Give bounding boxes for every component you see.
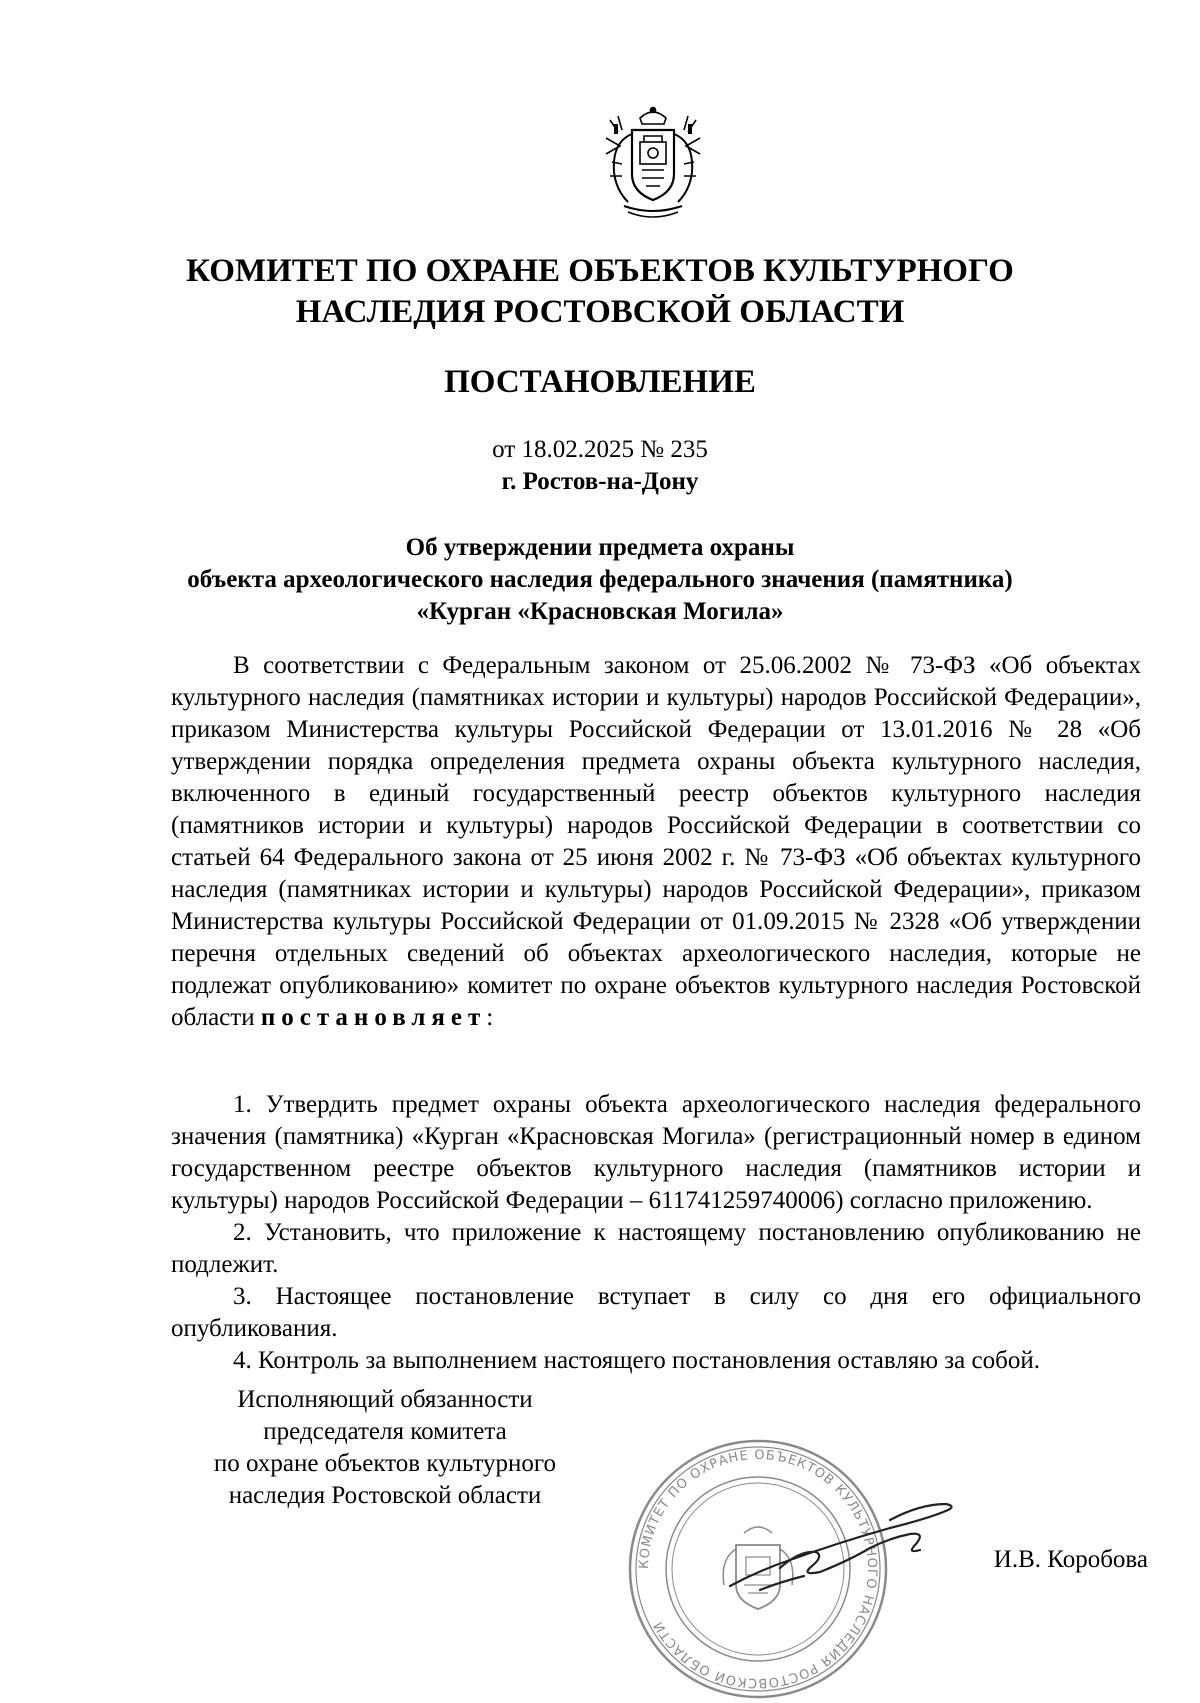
- decree-item-2: 2. Установить, что приложение к настоящему постановлению опубликованию не подлежит.: [171, 1219, 1141, 1278]
- decree-items: [171, 1089, 1141, 1377]
- signer-position-line1: Исполняющий обязанности: [237, 1386, 533, 1413]
- organization-title-line2: НАСЛЕДИЯ РОСТОВСКОЙ ОБЛАСТИ: [295, 294, 905, 330]
- subject-line1: Об утверждении предмета охраны: [405, 534, 795, 561]
- preamble-text: В соответствии с Федеральным законом от 25.06.2002 № 73-ФЗ «Об объектах культурного наследия (памятниках истории и культуры) народов Российской Федерации», приказом Министерства культуры Российской Федерации от 13.01.2016 № 28 «Об утверждении порядка определения предмета охраны объекта культурного наследия, включенного в единый государственный реестр объектов культурного наследия (памятников истории и культуры) народов Российской Федерации в соответствии со статьей 64 Федерального закона от 25 июня 2002 г. № 73-ФЗ «Об объектах культурного наследия (памятниках истории и культуры) народов Российской Федерации», приказом Министерства культуры Российской Федерации от 01.09.2015 № 2328 «Об утверждении перечня отдельных сведений об объектах археологического наследия, которые не подлежат опубликованию» комитет по охране объектов культурного наследия Ростовской области: [171, 652, 1141, 1031]
- decree-word: постановляет: [260, 1004, 487, 1031]
- signer-name: И.В. Коробова: [993, 1546, 1148, 1573]
- decree-item-1: 1. Утвердить предмет охраны объекта археологического наследия федерального значения (памятника) «Курган «Красновская Могила» (регистрационный номер в едином государственном реестре объектов культурного наследия (памятников истории и культуры) народов Российской Федерации – 611741259740006) согласно приложению.: [171, 1091, 1141, 1214]
- document-date-number: от 18.02.2025 № 235: [492, 436, 708, 463]
- subject-line3: «Курган «Красновская Могила»: [416, 598, 784, 625]
- signer-position-line3: по охране объектов культурного: [213, 1450, 557, 1477]
- stamp-outer-text: КОМИТЕТ ПО ОХРАНЕ ОБЪЕКТОВ КУЛЬТУРНОГО НАСЛЕДИЯ РОСТОВСКОЙ ОБЛАСТИ: [636, 1447, 880, 1691]
- document-subject: [100, 532, 1100, 628]
- handwritten-signature: [720, 1490, 960, 1600]
- organization-title-line1: КОМИТЕТ ПО ОХРАНЕ ОБЪЕКТОВ КУЛЬТУРНОГО: [186, 253, 1014, 289]
- preamble-paragraph: [171, 650, 1141, 1034]
- decree-item-3: 3. Настоящее постановление вступает в силу со дня его официального опубликования.: [171, 1283, 1141, 1342]
- organization-title: [100, 251, 1100, 333]
- preamble-colon: :: [486, 1004, 494, 1031]
- coat-of-arms-emblem: [598, 102, 708, 222]
- document-type: ПОСТАНОВЛЕНИЕ: [444, 364, 756, 400]
- signer-position: [165, 1384, 605, 1512]
- document-city: г. Ростов-на-Дону: [501, 468, 699, 495]
- subject-line2: объекта археологического наследия федерального значения (памятника): [187, 566, 1013, 593]
- signer-position-line4: наследия Ростовской области: [228, 1482, 542, 1509]
- signer-position-line2: председателя комитета: [263, 1418, 507, 1445]
- decree-item-4: 4. Контроль за выполнением настоящего постановления оставляю за собой.: [233, 1347, 1040, 1374]
